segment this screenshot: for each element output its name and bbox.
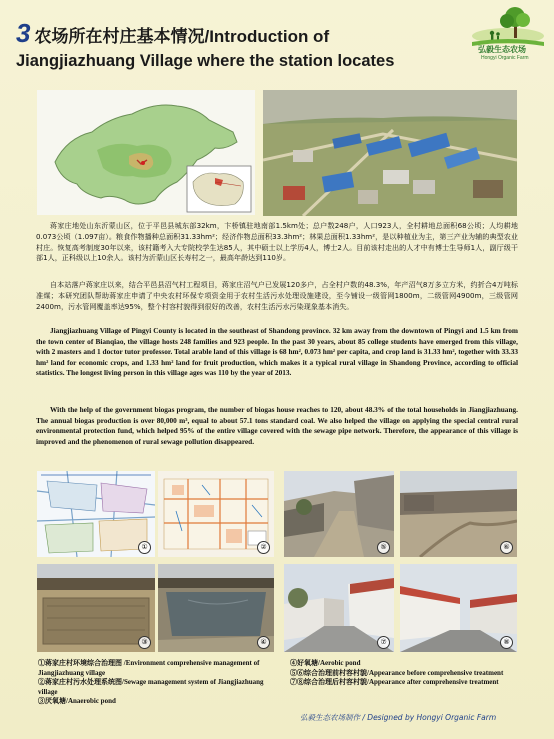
village-after-photo-1 [284, 564, 394, 652]
aerobic-pond-photo [158, 564, 274, 652]
title-line-2: Jiangjiazhuang Village where the station locates [16, 52, 395, 70]
photo-label-4: ④ [257, 636, 270, 649]
caption-item: ⑦⑧综合治理后村容村貌/Appearance after comprehensive treatment [290, 678, 499, 686]
photo-label-5: ⑤ [377, 541, 390, 554]
paragraph-en-2: With the help of the government biogas program, the number of biogas house reaches to 120, about 48.3% of the total households in Jiangjiazhuang. The annual biogas production is over 80,000 m³, equal to about 57.1 tons standard coal. We also helped the village on applying the special central rural environmental protection fund, which helped 95% of the entire village covered with the sewage pipe network. Therefore, the appearance of this village is improved and the phenomenon of rural sewage pollution disappeared. [36, 405, 518, 446]
logo-name-en: Hongyi Organic Farm [481, 55, 529, 61]
footer-credit: 弘毅生态农场制作 / Designed by Hongyi Organic Farm [300, 713, 497, 722]
photo-label-6: ⑥ [500, 541, 513, 554]
environment-plan-image [37, 471, 155, 557]
title-line-1 [16, 18, 446, 48]
caption-item: ①蒋家庄村环境综合治理图 /Environment comprehensive management of Jiangjiazhuang village [38, 659, 260, 677]
anaerobic-pond-photo [37, 564, 155, 652]
paragraph-en-1: Jiangjiazhuang Village of Pingyi County is located in the southeast of Shandong province. 32 km away from the downtown of Pingyi and 1.5 km from the town center of Bianqiao, the village hosts 248 families and 923 people. In the past 30 years, about 85 college students have emerged from this village, with 2 masters and 1 doctor tutor professor. Total arable land of this village is 68 hm², 0.073 hm² per capita, and crop land is 31.33 hm², together with 33.33 hm² land for economic crops, and 1.33 hm² land for fruit production, which makes it a typical rural village in Shandong Province, according to official statistics. The longest living person in this village ages was 110 by the year of 2013. [36, 326, 518, 378]
logo-name-cn: 弘毅生态农场 [478, 45, 526, 54]
village-after-photo-2 [400, 564, 517, 652]
caption-item: ③厌氧塘/Anaerobic pond [38, 697, 116, 705]
paragraph-cn-1: 蒋家庄地处山东沂蒙山区，位于平邑县城东部32km，卞桥镇驻地南部1.5km处；总户数248户，人口923人，全村耕地总面积68公顷；人均耕地0.073公顷（1.097亩）。粮食作物播种总面积31.33hm²；经济作物总面积33.3hm²；林果总面积1.33hm²，是以种植业为主，第三产业为辅的典型农业村庄。恢复高考制度30年以来，该村籍考入大专院校学生达85人，其中硕士以上学历4人，博士2人。目前该村走出的人才中有博士生导师1人，副厅级干部1人，正科级以上10余人。该村为沂蒙山区长寿村之一，最高年龄达到110岁。 [36, 221, 518, 263]
title-text-cn: 农场所在村庄基本情况/Introduction of [34, 27, 330, 46]
photo-label-3: ③ [138, 636, 151, 649]
captions-right [290, 659, 516, 688]
caption-item: ②蒋家庄村污水处理系统图/Sewage management system of Jiangjiazhuang village [38, 678, 264, 696]
sewage-system-image [158, 471, 274, 557]
photo-label-7: ⑦ [377, 636, 390, 649]
captions-left [38, 659, 278, 707]
photo-label-1: ① [138, 541, 151, 554]
page-title [16, 18, 446, 72]
village-before-photo-1 [284, 471, 394, 557]
photo-label-2: ② [257, 541, 270, 554]
village-aerial-photo [263, 90, 517, 216]
section-number: 3 [16, 18, 31, 48]
caption-item: ⑤⑥综合治理前村容村貌/Appearance before comprehensive treatment [290, 668, 504, 677]
photo-label-8: ⑧ [500, 636, 513, 649]
caption-item: ④好氧塘/Aerobic pond [290, 659, 361, 667]
location-map-image [37, 90, 255, 215]
paragraph-cn-2: 自本站落户蒋家庄以来，结合平邑县沼气村工程项目，蒋家庄沼气户已发展120多户，占全村户数的48.3%，年产沼气8万多立方米，约折合4万吨标准煤；本研究团队帮助蒋家庄申请了中央农村环保专项资金用于农村生活污水处理设施建设，至今铺设一级管网1800m，二级管网4900m，三级管网2400m，污水管网覆盖率达95%，整个村容村貌得到很好的改善，农村生活污水污染现象基本消失。 [36, 280, 518, 311]
village-before-photo-2 [400, 471, 517, 557]
